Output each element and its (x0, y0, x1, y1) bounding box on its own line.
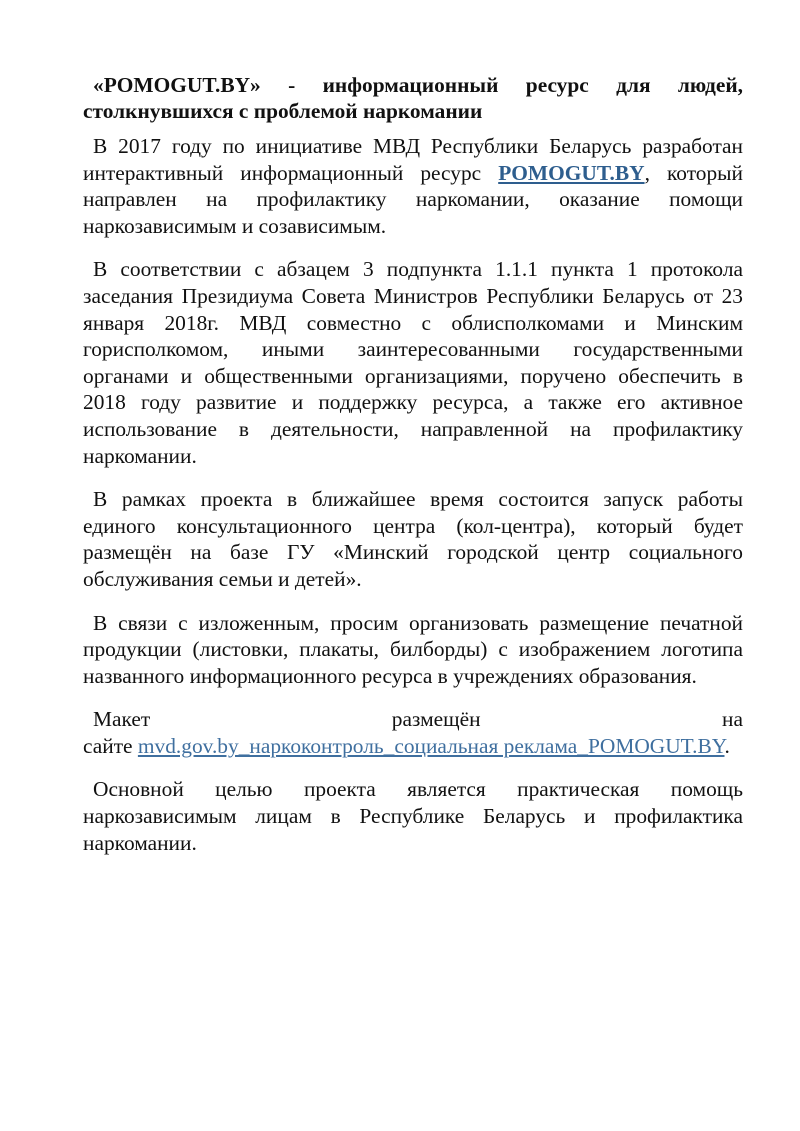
paragraph-call-center: В рамках проекта в ближайшее время состоится запуск работы единого консультационного центра (кол-центра), который будет размещён на базе ГУ «Минский городской центр социального обслуживания семьи и детей». (83, 487, 743, 591)
paragraph-layout-site (83, 706, 743, 759)
document-page (83, 72, 743, 873)
paragraph-intro-text-start: В 2017 году по инициативе МВД Республики Беларусь разработан интерактивный информационный ресурс (83, 134, 743, 185)
paragraph-protocol: В соответствии с абзацем 3 подпункта 1.1.1 пункта 1 протокола заседания Президиума Совета Министров Республики Беларусь от 23 января 2018г. МВД совместно с облисполкомами и Минским горисполкомом, иными заинтересованными государственными органами и общественными организациями, поручено обеспечить в 2018 году развитие и поддержку ресурса, а также его активное использование в деятельности, направленной на профилактику наркомании. (83, 257, 743, 468)
paragraph-layout-site-text: сайте (83, 733, 138, 758)
paragraph-goal: Основной целью проекта является практическая помощь наркозависимым лицам в Республике Беларусь и профилактика наркомании. (83, 777, 743, 855)
paragraph-request: В связи с изложенным, просим организовать размещение печатной продукции (листовки, плакаты, билборды) с изображением логотипа названного информационного ресурса в учреждениях образования. (83, 610, 743, 688)
pomogut-link[interactable]: POMOGUT.BY (498, 160, 645, 185)
paragraph-intro-text-end: , который направлен на профилактику наркомании, оказание помощи наркозависимым и созависимым. (83, 160, 743, 238)
mvd-site-link[interactable]: mvd.gov.by_наркоконтроль_социальная реклама_POMOGUT.BY (137, 733, 725, 758)
paragraph-layout-site-end: . (724, 733, 730, 758)
paragraph-intro (83, 133, 743, 239)
paragraph-layout-site-line1: Макет размещён на (93, 707, 743, 732)
document-title: «POMOGUT.BY» - информационный ресурс для людей, столкнувшихся с проблемой наркомании (83, 73, 743, 123)
